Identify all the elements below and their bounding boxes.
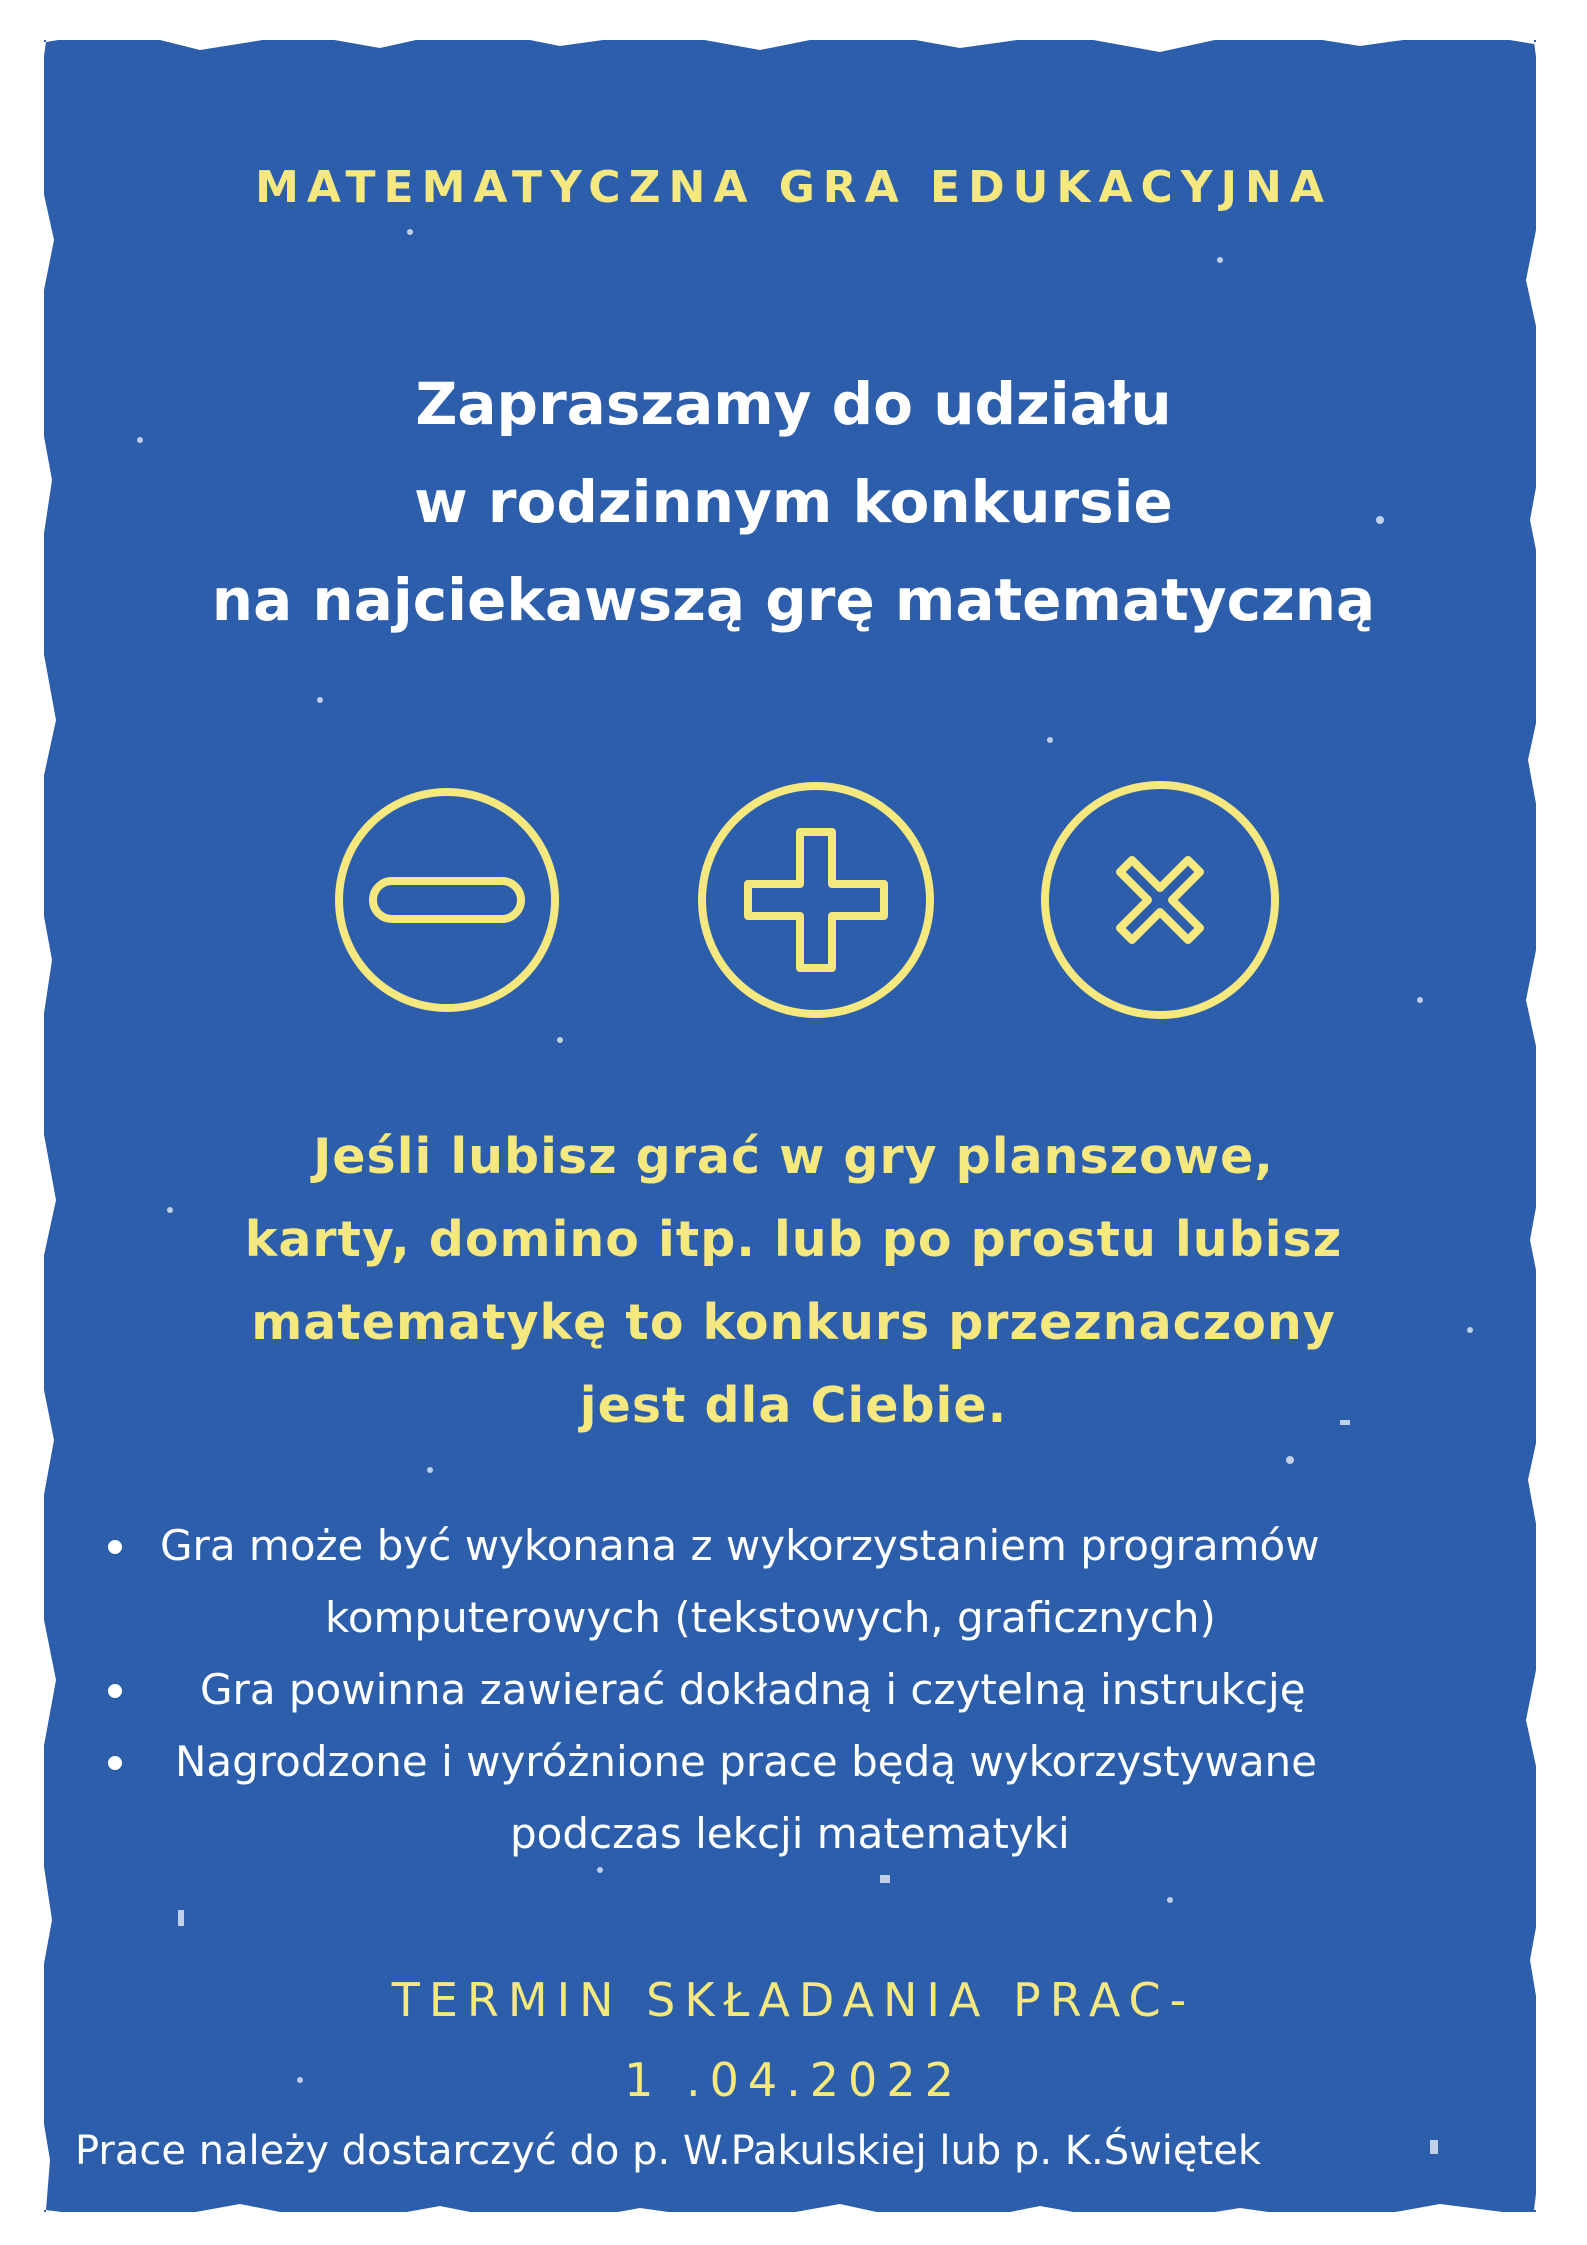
deadline-label: TERMIN SKŁADANIA PRAC- xyxy=(391,1973,1196,2027)
intro-line-3: matematykę to konkurs przeznaczony xyxy=(251,1294,1336,1351)
rule-1-line-1: Gra może być wykonana z wykorzystaniem programów xyxy=(160,1521,1320,1570)
deadline-date: 1 .04.2022 xyxy=(624,2053,963,2107)
bullet-icon xyxy=(108,1684,122,1698)
deadline-block xyxy=(0,1960,1587,2120)
intro-line-4: jest dla Ciebie. xyxy=(579,1377,1008,1434)
rule-item-1 xyxy=(100,1510,1500,1654)
rule-3-line-1: Nagrodzone i wyróżnione prace będą wykorzystywane xyxy=(175,1737,1318,1786)
intro-line-1: Jeśli lubisz grać w gry planszowe, xyxy=(313,1128,1274,1185)
rule-item-2 xyxy=(100,1654,1500,1726)
submission-note: Prace należy dostarczyć do p. W.Pakulskiej lub p. K.Świętek xyxy=(75,2128,1261,2174)
minus-circle-icon xyxy=(339,792,555,1008)
rules-list xyxy=(100,1510,1500,1870)
times-circle-icon xyxy=(1045,785,1275,1015)
bullet-icon xyxy=(108,1756,122,1770)
headline-line-2: w rodzinnym konkursie xyxy=(414,468,1173,536)
rule-3-line-2: podczas lekcji matematyki xyxy=(510,1809,1070,1858)
headline-line-1: Zapraszamy do udziału xyxy=(415,370,1172,438)
headline-line-3: na najciekawszą grę matematyczną xyxy=(211,566,1376,634)
intro-paragraph xyxy=(0,1115,1587,1447)
plus-circle-icon xyxy=(702,786,930,1014)
event-kicker: MATEMATYCZNA GRA EDUKACYJNA xyxy=(255,162,1332,213)
intro-line-2: karty, domino itp. lub po prostu lubisz xyxy=(244,1211,1343,1268)
rule-item-3 xyxy=(100,1726,1500,1870)
bullet-icon xyxy=(108,1540,122,1554)
rule-1-line-2: komputerowych (tekstowych, graficznych) xyxy=(325,1593,1216,1642)
rule-2-text: Gra powinna zawierać dokładną i czytelną instrukcję xyxy=(200,1665,1306,1714)
